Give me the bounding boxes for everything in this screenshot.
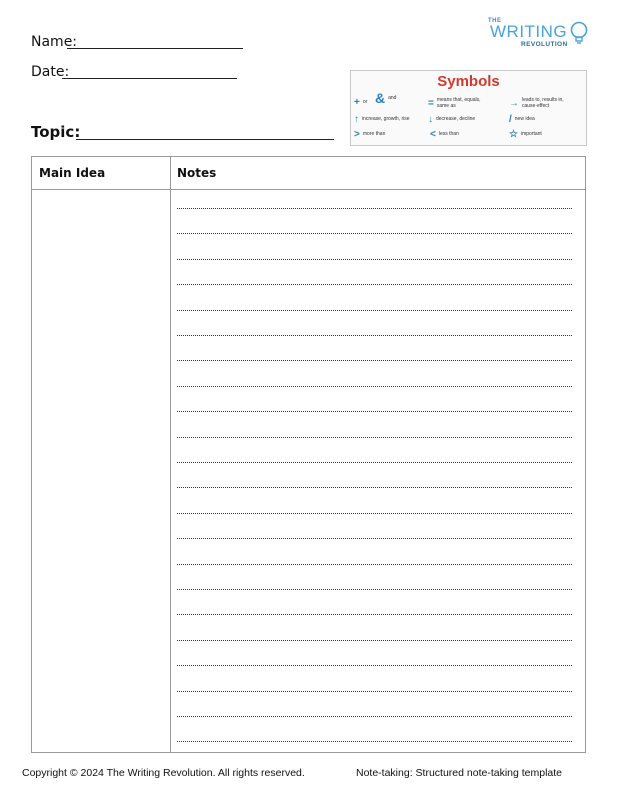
symbol-arrow-right-text: leads to, results in, cause-effect bbox=[522, 97, 564, 109]
symbol-greater-than bbox=[354, 130, 385, 140]
main-idea-header: Main Idea bbox=[39, 166, 106, 180]
topic-label: Topic: bbox=[31, 123, 81, 141]
name-field[interactable] bbox=[67, 48, 243, 49]
writing-revolution-logo bbox=[488, 18, 592, 52]
greater-than-icon: > bbox=[354, 129, 360, 140]
symbol-ampersand-text: and bbox=[388, 95, 397, 101]
equals-icon: = bbox=[428, 97, 434, 109]
symbol-slash-text: new idea bbox=[514, 116, 535, 123]
arrow-down-icon: ↓ bbox=[428, 114, 433, 125]
symbol-slash bbox=[509, 115, 535, 125]
symbols-legend bbox=[350, 70, 587, 146]
symbol-arrow-down bbox=[428, 115, 475, 125]
less-than-icon: < bbox=[430, 129, 436, 140]
note-line[interactable] bbox=[177, 437, 572, 438]
symbol-arrow-right bbox=[509, 98, 583, 109]
note-line[interactable] bbox=[177, 538, 572, 539]
note-line[interactable] bbox=[177, 513, 572, 514]
symbol-plus bbox=[354, 98, 367, 108]
symbol-star bbox=[509, 130, 542, 140]
note-line[interactable] bbox=[177, 589, 572, 590]
note-line[interactable] bbox=[177, 487, 572, 488]
date-field[interactable] bbox=[62, 78, 237, 79]
note-line[interactable] bbox=[177, 360, 572, 361]
symbol-arrow-down-text: decrease, decline bbox=[436, 116, 476, 123]
arrow-right-icon: → bbox=[509, 97, 519, 109]
note-line[interactable] bbox=[177, 386, 572, 387]
star-icon: ☆ bbox=[509, 129, 518, 140]
symbol-plus-text: or bbox=[362, 99, 368, 106]
note-line[interactable] bbox=[177, 716, 572, 717]
symbols-title: Symbols bbox=[437, 73, 500, 90]
topic-field[interactable] bbox=[76, 139, 334, 140]
notes-header: Notes bbox=[177, 166, 217, 180]
note-line[interactable] bbox=[177, 233, 572, 234]
copyright-footer: Copyright © 2024 The Writing Revolution. All rights reserved. bbox=[22, 767, 305, 779]
note-line[interactable] bbox=[177, 284, 572, 285]
template-footer: Note-taking: Structured note-taking template bbox=[356, 767, 563, 779]
symbol-equals bbox=[428, 98, 502, 109]
note-line[interactable] bbox=[177, 208, 572, 209]
notes-area[interactable] bbox=[32, 157, 585, 752]
note-line[interactable] bbox=[177, 259, 572, 260]
note-line[interactable] bbox=[177, 310, 572, 311]
symbol-less-than bbox=[430, 130, 459, 140]
symbol-greater-than-text: more than bbox=[362, 131, 386, 138]
note-line[interactable] bbox=[177, 741, 572, 742]
symbol-equals-text: means that, equals, same as bbox=[436, 97, 481, 109]
slash-icon: / bbox=[509, 114, 512, 125]
note-line[interactable] bbox=[177, 411, 572, 412]
symbol-ampersand bbox=[375, 90, 397, 106]
note-line[interactable] bbox=[177, 691, 572, 692]
logo-revolution: REVOLUTION bbox=[521, 41, 568, 48]
symbol-arrow-up-text: increase, growth, rise bbox=[362, 116, 410, 123]
logo-writing: WRITING bbox=[490, 22, 568, 41]
logo-the: THE bbox=[488, 18, 502, 24]
notes-table bbox=[31, 156, 586, 753]
lightbulb-icon bbox=[570, 21, 588, 45]
arrow-up-icon: ↑ bbox=[354, 114, 359, 125]
note-line[interactable] bbox=[177, 335, 572, 336]
symbol-star-text: important bbox=[520, 131, 542, 138]
note-line[interactable] bbox=[177, 665, 572, 666]
note-line[interactable] bbox=[177, 614, 572, 615]
plus-icon: + bbox=[354, 97, 360, 108]
name-label: Name: bbox=[31, 34, 78, 50]
symbol-less-than-text: less than bbox=[438, 131, 459, 138]
note-line[interactable] bbox=[177, 462, 572, 463]
note-line[interactable] bbox=[177, 640, 572, 641]
date-label: Date: bbox=[31, 64, 70, 80]
ampersand-icon: & bbox=[375, 90, 386, 106]
symbol-arrow-up bbox=[354, 115, 410, 125]
note-line[interactable] bbox=[177, 564, 572, 565]
